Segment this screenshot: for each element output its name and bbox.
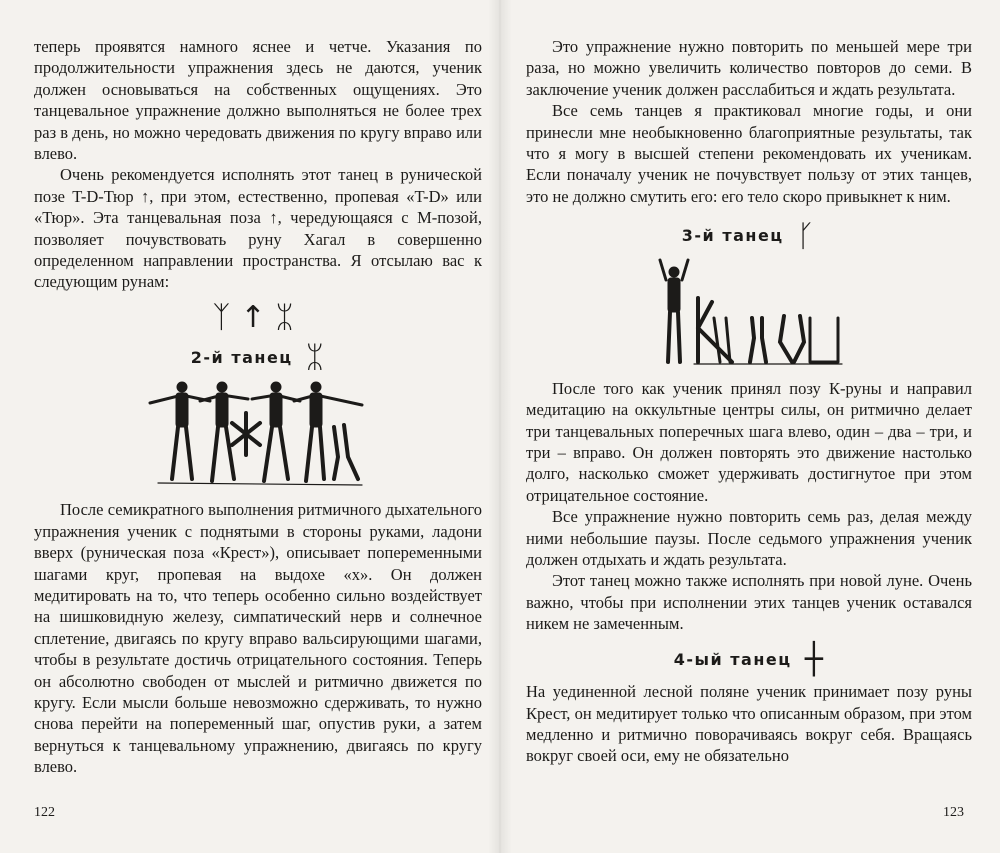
left-paragraph-3: После семикратного выполнения ритмичного дыхательного упражнения ученик с поднятыми в стороны руками, ладони вверх (руническая поза «Крест»), описывает попеременными шагами круг, пропевая на выдохе «х». Он должен медитировать на то, что теперь особенно сильно воздействует на шишковидную железу, симпатический нерв и солнечное сплетение, двигаясь по кругу вправо вальсирующими шагами, чтобы в результате достичь отрицательного состояния. Теперь он абсолютно свободен от мыслей и ритмично движется по кругу. Если мысли больше невозможно сдерживать, то нужно снова перейти на попеременный шаг, опустив руки, а затем вернуться к танцевальному упражнению, двигаясь по кругу влево. [34, 500, 482, 777]
dance2-heading [34, 340, 482, 376]
right-page [526, 36, 972, 767]
dance2-rune: ᛯ [305, 340, 326, 376]
left-paragraph-1: теперь проявятся намного яснее и четче. Указания по продолжительности упражнения здесь не даются, ученик должен основываться на собственных ощущениях. Это танцевальное упражнение должно выполняться не более трех раз в день, но можно чередовать движения по кругу вправо или влево. [34, 37, 482, 164]
right-paragraph-5: Этот танец можно также исполнять при новой луне. Очень важно, чтобы при исполнении этих танцев ученик оставался никем не замеченным. [526, 571, 972, 634]
dance3-heading [526, 218, 972, 254]
page-number-right: 123 [943, 805, 964, 820]
dance3-rune: ᚴ [796, 218, 817, 254]
left-paragraph-2: Очень рекомендуется исполнять этот танец в рунической позе T-D-Тюр ↑, при этом, естественно, пропевая «T-D» или «Тюр». Эта танцевальная поза ↑, чередующаяся с M-позой, позволяет почувствовать руну Хагал в совершенно определенном направлении пространства. Я отсылаю вас к следующим рунам: [34, 165, 482, 292]
right-paragraph-3: После того как ученик принял позу К-руны и направил медитацию на оккультные центры силы, он ритмично делает три танцевальных поперечных шага влево, один – два – три, и три – вправо. Он должен повторять это движение настолько долго, насколько сможет удерживать достигнутое при этом отрицательное состояние. [526, 378, 972, 505]
page-number-left: 122 [34, 805, 55, 820]
kaun-rune-poses-illustration [654, 258, 844, 368]
dance-figures-illustration [148, 379, 368, 489]
right-paragraph-1: Это упражнение нужно повторить по меньшей мере три раза, но можно увеличить количество повторов до семи. В заключение ученик должен расслабиться и ждать результата. [526, 37, 972, 99]
right-paragraph-4: Все упражнение нужно повторить семь раз, делая между ними небольшие паузы. После седьмого упражнения ученик должен отдыхать и ждать результата. [526, 507, 972, 569]
dance4-title: 4-ый танец [673, 649, 792, 669]
dance4-rune: ┼ [804, 642, 825, 678]
dance2-title: 2-й танец [190, 347, 293, 367]
dance4-heading [526, 642, 972, 678]
right-paragraph-2: Все семь танцев я практиковал многие годы, и они принесли мне необыкновенно благоприятные результаты, так что я могу в высшей степени рекомендовать их ученикам. Если поначалу ученик не почувствует пользу от этих танцев, это не должно смутить его: его тело скоро привыкнет к ним. [526, 101, 972, 206]
dance3-title: 3-й танец [681, 226, 784, 246]
runes-row: ᛉ↑ᛯ [212, 299, 304, 335]
right-paragraph-6: На уединенной лесной поляне ученик принимает позу руны Крест, он медитирует только что описанным образом, при этом медленно и ритмично поворачиваясь вокруг себя. Вращаясь вокруг своей оси, ему не обязательно [526, 682, 972, 766]
left-page [34, 36, 482, 778]
book-gutter [488, 0, 512, 853]
